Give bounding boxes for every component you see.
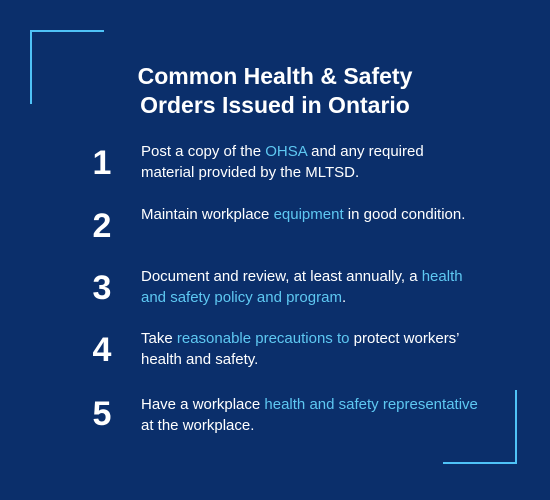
item-text-segment: at the workplace. — [141, 417, 255, 434]
item-text-segment: . — [341, 289, 347, 306]
item-number: 2 — [92, 207, 112, 245]
highlighted-text: health and safety representative — [264, 396, 478, 413]
item-text-segment: Maintain workplace — [141, 206, 274, 223]
item-text — [141, 394, 481, 436]
title-line-1: Common Health & Safety — [137, 63, 413, 89]
corner-bracket-bottom-right-vertical — [515, 390, 517, 464]
item-text — [141, 266, 481, 308]
item-text — [141, 328, 481, 370]
item-text-segment: Take — [141, 330, 177, 347]
item-number: 4 — [92, 331, 112, 369]
item-text-segment: Post a copy of the — [141, 143, 266, 160]
item-text — [141, 204, 481, 225]
highlighted-text: health and safety policy and program — [141, 268, 463, 306]
title-line-2: Orders Issued in Ontario — [140, 92, 410, 118]
corner-bracket-bottom-right — [443, 462, 517, 464]
highlighted-text: OHSA — [265, 143, 307, 160]
highlighted-text: reasonable precautions to — [176, 330, 350, 347]
item-text — [141, 141, 481, 183]
item-number: 5 — [92, 395, 112, 433]
item-text-segment: and any required material provided by the MLTSD. — [141, 143, 424, 181]
item-number: 3 — [92, 269, 112, 307]
item-text-segment: protect workers’ health and safety. — [141, 330, 459, 368]
corner-bracket-top-left — [30, 30, 104, 32]
item-number: 1 — [92, 144, 112, 182]
item-text-segment: Document and review, at least annually, a — [141, 268, 422, 285]
highlighted-text: equipment — [273, 206, 344, 223]
page-title — [0, 62, 550, 120]
item-text-segment: in good condition. — [343, 206, 466, 223]
item-text-segment: Have a workplace — [141, 396, 265, 413]
